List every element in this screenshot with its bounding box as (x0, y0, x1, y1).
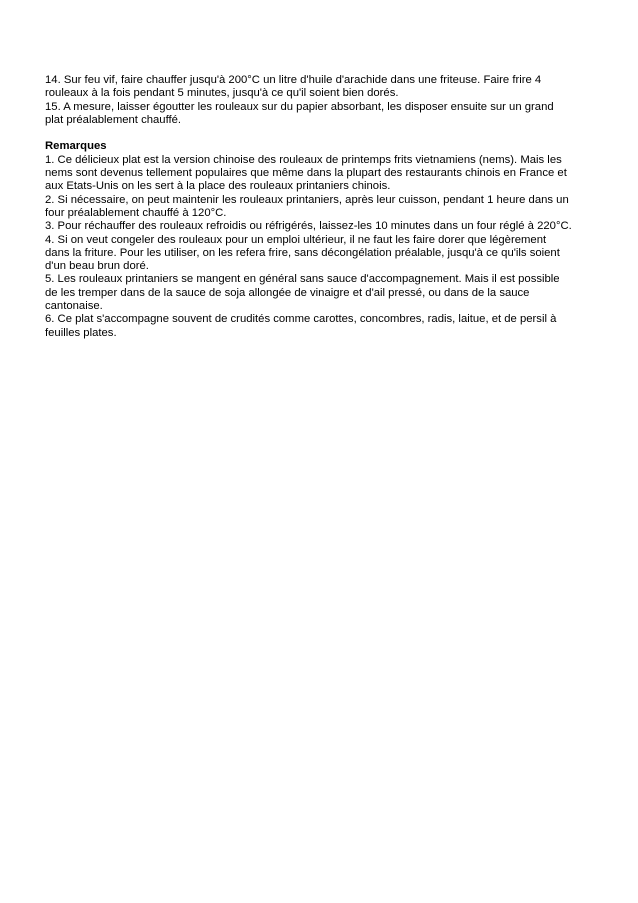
paragraph-gap (45, 127, 573, 140)
remark-6: 6. Ce plat s'accompagne souvent de crudités comme carottes, concombres, radis, laitue, et de persil à feuilles plates. (45, 313, 557, 339)
remark-3: 3. Pour réchauffer des rouleaux refroidis ou réfrigérés, laissez-les 10 minutes dans un four réglé à 220°C. (45, 220, 572, 233)
remark-5: 5. Les rouleaux printaniers se mangent en général sans sauce d'accompagnement. Mais il est possible de les tremper dans de la sauce de soja allongée de vinaigre et d'ail pressé, ou dans de la sauce cantonaise. (45, 273, 560, 313)
step-14: 14. Sur feu vif, faire chauffer jusqu'à 200°C un litre d'huile d'arachide dans une friteuse. Faire frire 4 rouleaux à la fois pendant 5 minutes, jusqu'à ce qu'il soient bien dorés. (45, 74, 542, 100)
remarks-heading: Remarques (45, 140, 107, 153)
remark-4: 4. Si on veut congeler des rouleaux pour un emploi ultérieur, il ne faut les faire dorer que légèrement dans la friture. Pour les utiliser, on les refera frire, sans décongélation préalable, jusqu'à ce qu'ils soient d'un beau brun doré. (45, 233, 560, 273)
step-15: 15. A mesure, laisser égoutter les rouleaux sur du papier absorbant, les disposer ensuite sur un grand plat préalablement chauffé. (45, 100, 554, 126)
remark-2: 2. Si nécessaire, on peut maintenir les rouleaux printaniers, après leur cuisson, pendant 1 heure dans un four préalablement chauffé à 120°C. (45, 193, 569, 219)
remark-1: 1. Ce délicieux plat est la version chinoise des rouleaux de printemps frits vietnamiens (nems). Mais les nems sont devenus tellement populaires que même dans la plupart des restaurants chinois en France et aux Etats-Unis on les sert à la place des rouleaux printaniers chinois. (45, 153, 567, 193)
document-page (45, 74, 573, 340)
